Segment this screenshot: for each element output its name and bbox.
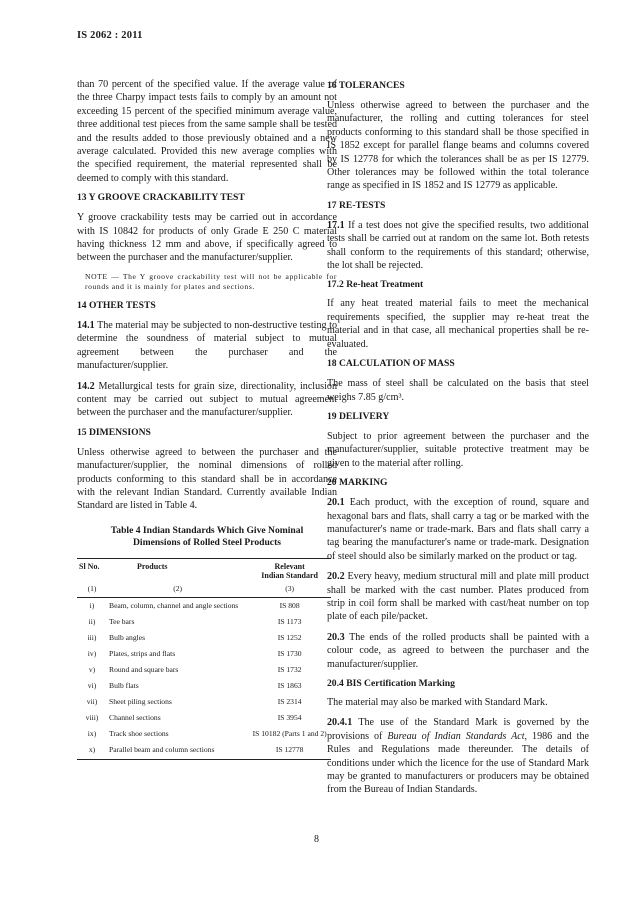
table-cell-sl-no: viii) [85, 712, 99, 722]
section-13-note: NOTE — The Y groove crackability test will not be applicable for rounds and it is mainly for plates and sections. [85, 271, 337, 292]
table-cell-sl-no: i) [89, 600, 95, 610]
clause-number: 17.1 [327, 219, 345, 231]
table-title-line-1: Table 4 Indian Standards Which Give Nominal [110, 524, 304, 536]
right-column [327, 78, 589, 804]
table-cell-product: Tee bars [109, 616, 135, 626]
table-header-row [77, 558, 331, 581]
table-cell-standard: IS 12778 [248, 742, 331, 760]
header-products: Products [107, 558, 248, 581]
table-row [77, 694, 331, 710]
header-standard-line-2: Indian Standard [261, 570, 318, 580]
header-standard [248, 558, 331, 581]
table-cell-standard: IS 1252 [277, 632, 302, 642]
table-column-numbers [77, 581, 331, 598]
clause-text: If a test does not give the specified results, two additional tests shall be carried out at random on the same lot. Both retests shall conform to the requirements of this standard; otherwise, the lot shall be rejected. [327, 219, 589, 272]
clause-text: The material may be subjected to non-destructive testing to determine the soundness of material subject to mutual agreement between the purchaser and the manufacturer/supplier. [77, 319, 338, 372]
table-row [77, 646, 331, 662]
column-number: (2) [107, 581, 248, 598]
table-4 [77, 558, 331, 760]
table-row [77, 614, 331, 630]
section-13-heading: 13 Y GROOVE CRACKABILITY TEST [77, 192, 245, 204]
clause-20-4-text: The material may also be marked with Standard Mark. [327, 697, 548, 708]
table-cell-standard: IS 3954 [277, 712, 302, 722]
section-15-text: Unless otherwise agreed to between the purchaser and the manufacturer/supplier, the nominal dimensions of rolled products conforming to this standard shall be in accordance with the relevant Indian Standard. Currently available Indian Standard are listed in Table 4. [77, 446, 337, 512]
page-number: 8 [314, 834, 319, 845]
table-cell-sl-no: x) [77, 742, 107, 760]
clause-14-2 [77, 380, 337, 420]
clause-number: 14.1 [77, 319, 95, 331]
section-19-text: Subject to prior agreement between the purchaser and the manufacturer/supplier, suitable protective treatment may be given to the material after rolling. [327, 430, 589, 469]
clause-number: 20.3 [327, 631, 345, 643]
clause-text: Every heavy, medium structural mill and plate mill product shall be marked with the cast number. Plates produced from strip in coil form shall be marked with cast/heat number on top plate of each pile/packet. [327, 571, 589, 623]
table-cell-standard: IS 2314 [277, 696, 302, 706]
table-cell-standard: IS 808 [279, 600, 300, 610]
table-cell-sl-no: vi) [87, 680, 97, 690]
column-number: (1) [77, 581, 107, 598]
table-cell-product: Parallel beam and column sections [107, 742, 248, 760]
table-cell-standard: IS 1732 [277, 664, 302, 674]
table-cell-product: Bulb flats [109, 680, 139, 690]
table-cell-sl-no: vii) [86, 696, 98, 706]
table-cell-sl-no: ix) [87, 728, 97, 738]
table-cell-sl-no: v) [88, 664, 96, 674]
table-row [77, 630, 331, 646]
table-cell-product: Sheet piling sections [109, 696, 172, 706]
table-title-line-2: Dimensions of Rolled Steel Products [133, 537, 281, 549]
section-16-text: Unless otherwise agreed to between the purchaser and the manufacturer, the rolling and cutting tolerances for steel products conforming to this standard shall be those specified in IS 1852 except for parallel flange beams and columns covered by IS 12778 for which the tolerances shall be as per IS 12779. Other tolerances may be followed within the total tolerance range as specified in IS 1852 and IS 12779 as applicable. [327, 100, 589, 192]
clause-number: 14.2 [77, 380, 95, 392]
act-title: Bureau of Indian Standards Act [387, 730, 525, 742]
table-cell-standard: IS 1173 [277, 616, 302, 626]
table-body [77, 597, 331, 759]
document-header: IS 2062 : 2011 [77, 30, 143, 41]
clause-20-4-1 [327, 716, 589, 796]
clause-number: 20.2 [327, 571, 345, 583]
clause-text: Each product, with the exception of round, square and hexagonal bars and flats, shall carry a tag or be marked with the manufacturer's name or trade-mark. Bars and flats shall carry a tag bearing the manufacturer's name or trade-mark. Designation of steel should also be similarly marked on the product or tag. [327, 497, 589, 562]
table-row [77, 710, 331, 726]
clause-20-1 [327, 496, 589, 563]
table-cell-product: Beam, column, channel and angle sections [109, 600, 239, 610]
clause-text: Metallurgical tests for grain size, directionality, inclusion content may be carried out subject to mutual agreement between the purchaser and the manufacturer/supplier. [77, 380, 337, 419]
table-row [77, 678, 331, 694]
section-13-text: Y groove crackability tests may be carried out in accordance with IS 10842 for products of only Grade E 250 C material having thickness 12 mm and above, if specifically agreed to between the purchaser and the manufacturer/supplier. [77, 212, 337, 264]
clause-20-4-heading: 20.4 BIS Certification Marking [327, 678, 455, 689]
table-4-caption [77, 525, 337, 550]
table-cell-sl-no: iv) [87, 648, 97, 658]
clause-20-2 [327, 570, 589, 624]
table-cell-product: Plates, strips and flats [109, 648, 176, 658]
clause-17-1 [327, 219, 589, 273]
clause-text-a: The use of the Standard Mark is governed by the provisions of [327, 717, 589, 742]
section-15-heading: 15 DIMENSIONS [77, 426, 151, 438]
clause-17-2-text: If any heat treated material fails to meet the mechanical requirements specified, the supplier may re-heat treat the material and in that case, all mechanical properties shall be re-evaluated. [327, 298, 589, 350]
section-16-heading: 16 TOLERANCES [327, 80, 405, 91]
clause-text: The ends of the rolled products shall be painted with a colour code, as agreed to between the purchaser and the manufacturer/supplier. [327, 631, 590, 670]
table-cell-standard: IS 10182 (Parts 1 and 2) [252, 728, 327, 738]
table-cell-standard: IS 1730 [277, 648, 302, 658]
clause-20-3 [327, 631, 589, 671]
section-20-heading: 20 MARKING [327, 477, 388, 489]
clause-number: 20.1 [327, 497, 345, 509]
section-18-text: The mass of steel shall be calculated on the basis that steel weighs 7.85 g/cm³. [327, 378, 589, 403]
clause-number: 20.4.1 [327, 717, 353, 729]
table-row [77, 726, 331, 742]
table-row [77, 597, 331, 614]
table-cell-standard: IS 1863 [277, 680, 302, 690]
left-column [77, 78, 337, 760]
table-cell-product: Channel sections [109, 712, 161, 722]
table-row [77, 662, 331, 678]
table-cell-product: Track shoe sections [109, 728, 169, 738]
section-18-heading: 18 CALCULATION OF MASS [327, 358, 455, 370]
section-19-heading: 19 DELIVERY [327, 410, 390, 422]
clause-17-2-heading: 17.2 Re-heat Treatment [327, 279, 424, 291]
clause-text-b: , 1986 and the Rules and Regulations made thereunder. The details of conditions under which the licence for the use of Standard Mark may be granted to manufacturers or producers may be obtained from the Bureau of Indian Standards. [327, 730, 590, 796]
header-standard-line-1: Relevant [274, 561, 305, 571]
table-cell-product: Round and square bars [109, 664, 179, 674]
section-17-heading: 17 RE-TESTS [327, 199, 386, 211]
table-cell-sl-no: iii) [87, 632, 97, 642]
continued-paragraph: than 70 percent of the specified value. If the average value of the three Charpy impact tests fails to comply by an amount not exceeding 15 percent of the specified minimum average value, three additional test pieces from the same sample shall be tested and the results added to those previously obtained and a new average calculated. Provided this new average complies with the specified requirement, the material represented shall be deemed to comply with this standard. [77, 79, 337, 184]
clause-14-1 [77, 319, 337, 373]
table-row [77, 742, 331, 760]
table-cell-sl-no: ii) [88, 616, 96, 626]
column-number: (3) [248, 581, 331, 598]
table-cell-product: Bulb angles [109, 632, 146, 642]
section-14-heading: 14 OTHER TESTS [77, 299, 156, 311]
header-sl-no: Sl No. [77, 558, 107, 581]
